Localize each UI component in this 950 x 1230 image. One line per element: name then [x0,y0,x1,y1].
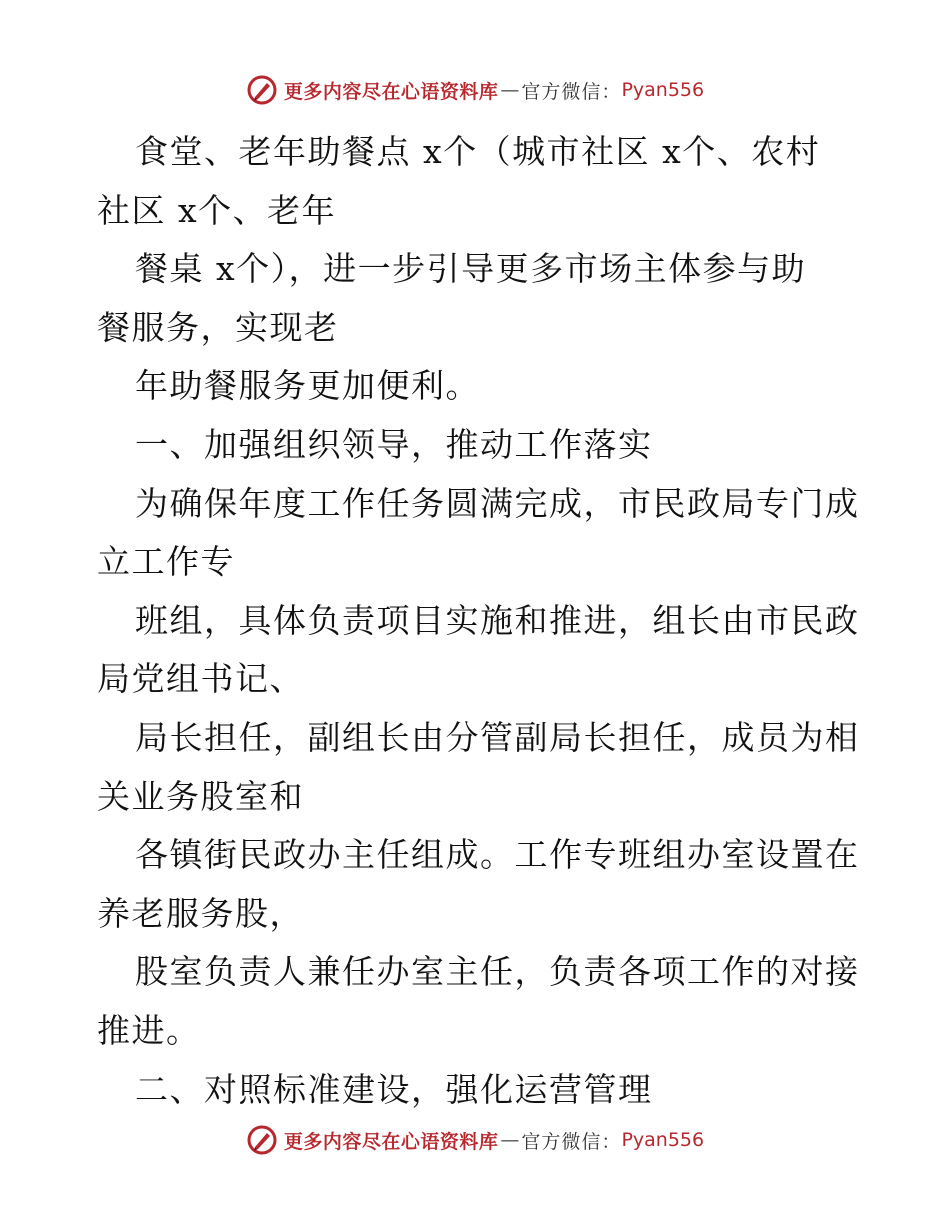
text-line: 餐桌 x个），进一步引导更多市场主体参与助 [135,249,807,289]
pen-logo-icon [246,1124,278,1156]
footer-watermark-banner [0,1122,950,1158]
text-line: 股室负责人兼任办室主任，负责各项工作的对接 [135,952,860,992]
banner-text: 更多内容尽在心语资料库 [283,1130,499,1153]
section-heading: 一、加强组织领导，推动工作落实 [135,424,653,464]
banner-wechat-label: 官方微信： [521,80,622,103]
section-heading: 二、对照标准建设，强化运营管理 [135,1069,653,1109]
header-watermark-banner [0,72,950,108]
text-line: 关业务股室和 [97,776,304,816]
text-line: 为确保年度工作任务圆满完成，市民政局专门成 [135,483,860,523]
text-line: 养老服务股， [97,893,304,933]
banner-wechat-label: 官方微信： [521,1130,622,1153]
text-line: 社区 x个、老年 [97,190,337,230]
text-line: 推进。 [97,1010,201,1050]
text-line: 餐服务，实现老 [97,307,339,347]
text-line: 局长担任，副组长由分管副局长担任，成员为相 [135,717,860,757]
text-line: 年助餐服务更加便利。 [135,366,480,406]
text-line: 食堂、老年助餐点 x个（城市社区 x个、农村 [135,132,821,171]
text-line: 班组，具体负责项目实施和推进，组长由市民政 [135,600,860,640]
pen-logo-icon [246,74,278,106]
document-body [97,123,860,1119]
banner-dash: — [500,79,520,101]
banner-text: 更多内容尽在心语资料库 [283,80,499,103]
text-line: 各镇街民政办主任组成。工作专班组办室设置在 [135,835,860,875]
banner-wechat-handle: Pyan556 [621,1129,705,1151]
banner-wechat-handle: Pyan556 [621,79,705,101]
text-line: 局党组书记、 [97,659,304,699]
text-line: 立工作专 [97,542,235,582]
banner-dash: — [500,1129,520,1151]
